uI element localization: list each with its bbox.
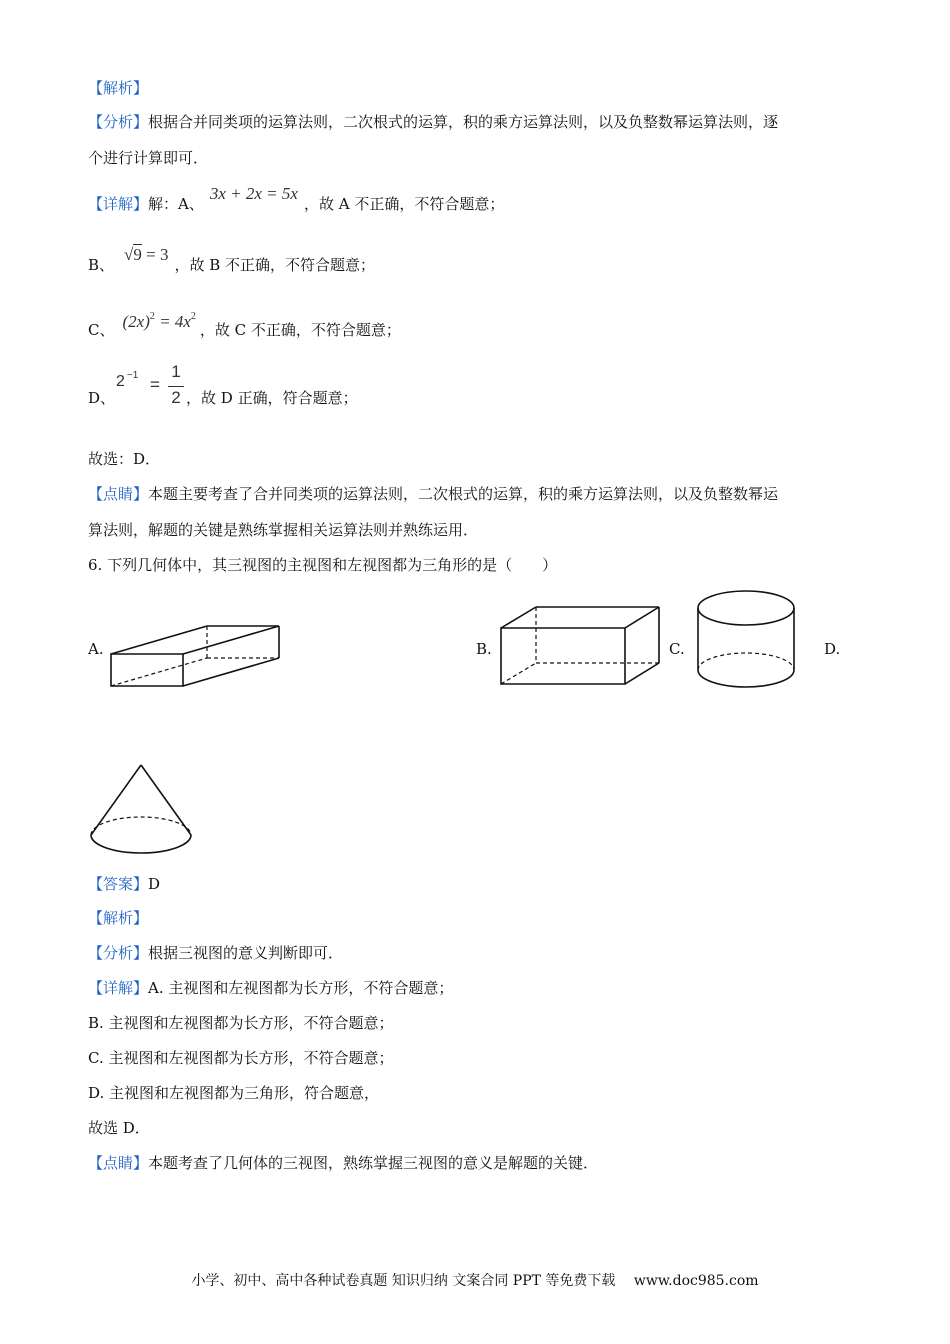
cuboid-flat-figure xyxy=(108,622,283,690)
page-footer: 小学、初中、高中各种试卷真题 知识归纳 文案合同 PPT 等免费下载 www.doc985.com xyxy=(191,1273,759,1289)
detail-line-c xyxy=(88,311,401,340)
detail-b-result: ，故 B 不正确，不符合题意； xyxy=(174,256,376,274)
choice-line-5: 故选：D． xyxy=(88,450,161,468)
equation-a: 3x + 2x = 5x xyxy=(209,184,298,203)
dianjing-tag-6: 【点睛】 xyxy=(88,1154,149,1172)
option-a-label: A. xyxy=(88,640,104,658)
equation-c-right: = 4x xyxy=(154,312,191,331)
detail-line-d: D、 xyxy=(88,389,116,407)
cone-base-front xyxy=(91,835,191,853)
xiangjie-tag-6: 【详解】 xyxy=(88,979,149,997)
cuboid-a-edge xyxy=(183,626,279,654)
cuboid-a-edge xyxy=(183,658,279,686)
cuboid-a-hidden-edge xyxy=(111,658,207,686)
cuboid-b-edge xyxy=(625,663,659,684)
question-6: 6. 下列几何体中，其三视图的主视图和左视图都为三角形的是（ ） xyxy=(88,556,558,574)
option-d-label: D. xyxy=(824,640,841,658)
equation-b xyxy=(124,245,168,264)
detail-b-prefix: B、 xyxy=(88,256,115,274)
cylinder-figure xyxy=(696,588,798,690)
analysis-line-2: 个进行计算即可． xyxy=(88,149,209,167)
dianjing-text-1: 本题主要考查了合并同类项的运算法则，二次根式的运算，积的乘方运算法则，以及负整数幂运 xyxy=(148,485,779,503)
cylinder-bottom-back xyxy=(698,653,794,670)
detail-a-result: ，故 A 不正确，不符合题意； xyxy=(303,195,505,213)
fraction-bar xyxy=(168,386,184,387)
cuboid-b-edge xyxy=(625,607,659,628)
detail-line-6d: D. 主视图和左视图都为三角形，符合题意， xyxy=(88,1084,380,1102)
comment-line-2: 算法则，解题的关键是熟练掌握相关运算法则并熟练运用． xyxy=(88,521,479,539)
xiangjie-tag: 【详解】 xyxy=(88,195,149,213)
detail-line-6c: C. 主视图和左视图都为长方形，不符合题意； xyxy=(88,1049,394,1067)
cuboid-box-figure xyxy=(499,604,664,688)
equation-b-rest: = 3 xyxy=(141,245,169,264)
daan-tag: 【答案】 xyxy=(88,875,149,893)
detail-line-6a xyxy=(88,978,453,998)
comment-line-1 xyxy=(88,484,778,504)
detail-c-result: ，故 C 不正确，不符合题意； xyxy=(199,321,401,339)
equation-d-numerator: 1 xyxy=(171,362,181,381)
detail-line-b xyxy=(88,245,376,275)
jiexi-heading: 【解析】 xyxy=(88,79,149,97)
detail-a-prefix: 解：A、 xyxy=(148,195,204,213)
cone-base-back xyxy=(91,817,191,835)
jiexi-heading-6: 【解析】 xyxy=(88,909,149,927)
cylinder-top xyxy=(698,591,794,625)
detail-c-prefix: C、 xyxy=(88,321,115,339)
cuboid-b-hidden-edge xyxy=(501,663,536,684)
detail-6a-text: A. 主视图和左视图都为长方形，不符合题意； xyxy=(148,979,454,997)
equation-d-base xyxy=(116,370,138,391)
fenxi-text-6: 根据三视图的意义判断即可． xyxy=(148,944,344,962)
fenxi-text: 根据合并同类项的运算法则，二次根式的运算，积的乘方运算法则，以及负整数幂运算法则，逐 xyxy=(148,113,779,131)
detail-d-result: ，故 D 正确，符合题意； xyxy=(186,389,358,407)
equation-d-base-text: 2 xyxy=(116,373,125,390)
sqrt-sign-icon: √ xyxy=(124,245,134,264)
cuboid-a-front xyxy=(111,654,183,686)
equation-c-exp: 2 xyxy=(149,311,155,322)
choice-line-6: 故选 D． xyxy=(88,1119,150,1137)
answer-line xyxy=(88,874,160,894)
detail-line-a xyxy=(88,184,505,214)
option-c-label: C. xyxy=(669,640,685,658)
fenxi-tag: 【分析】 xyxy=(88,113,149,131)
option-b-label: B. xyxy=(476,640,492,658)
equation-d-denominator: 2 xyxy=(171,388,181,407)
dianjing-text-6: 本题考查了几何体的三视图，熟练掌握三视图的意义是解题的关键． xyxy=(148,1154,599,1172)
equation-c-exp2: 2 xyxy=(190,311,196,322)
cone-side xyxy=(91,765,141,835)
comment-line-6 xyxy=(88,1153,598,1173)
detail-line-6b: B. 主视图和左视图都为长方形，不符合题意； xyxy=(88,1014,394,1032)
analysis-line-1 xyxy=(88,112,778,132)
equation-d-equals: = xyxy=(150,375,160,394)
equation-d-exp: −1 xyxy=(126,370,139,381)
radicand: 9 xyxy=(133,245,142,264)
equation-c-left: (2x) xyxy=(122,312,150,331)
equation-c xyxy=(122,312,195,331)
analysis-line-6 xyxy=(88,943,343,963)
cylinder-bottom-front xyxy=(698,670,794,687)
cone-figure xyxy=(88,762,196,858)
cuboid-b-edge xyxy=(501,607,536,628)
answer-value: D xyxy=(148,875,161,893)
fenxi-tag-6: 【分析】 xyxy=(88,944,149,962)
cuboid-a-edge xyxy=(111,626,207,654)
cuboid-b-front xyxy=(501,628,625,684)
cone-side xyxy=(141,765,191,835)
dianjing-tag: 【点睛】 xyxy=(88,485,149,503)
